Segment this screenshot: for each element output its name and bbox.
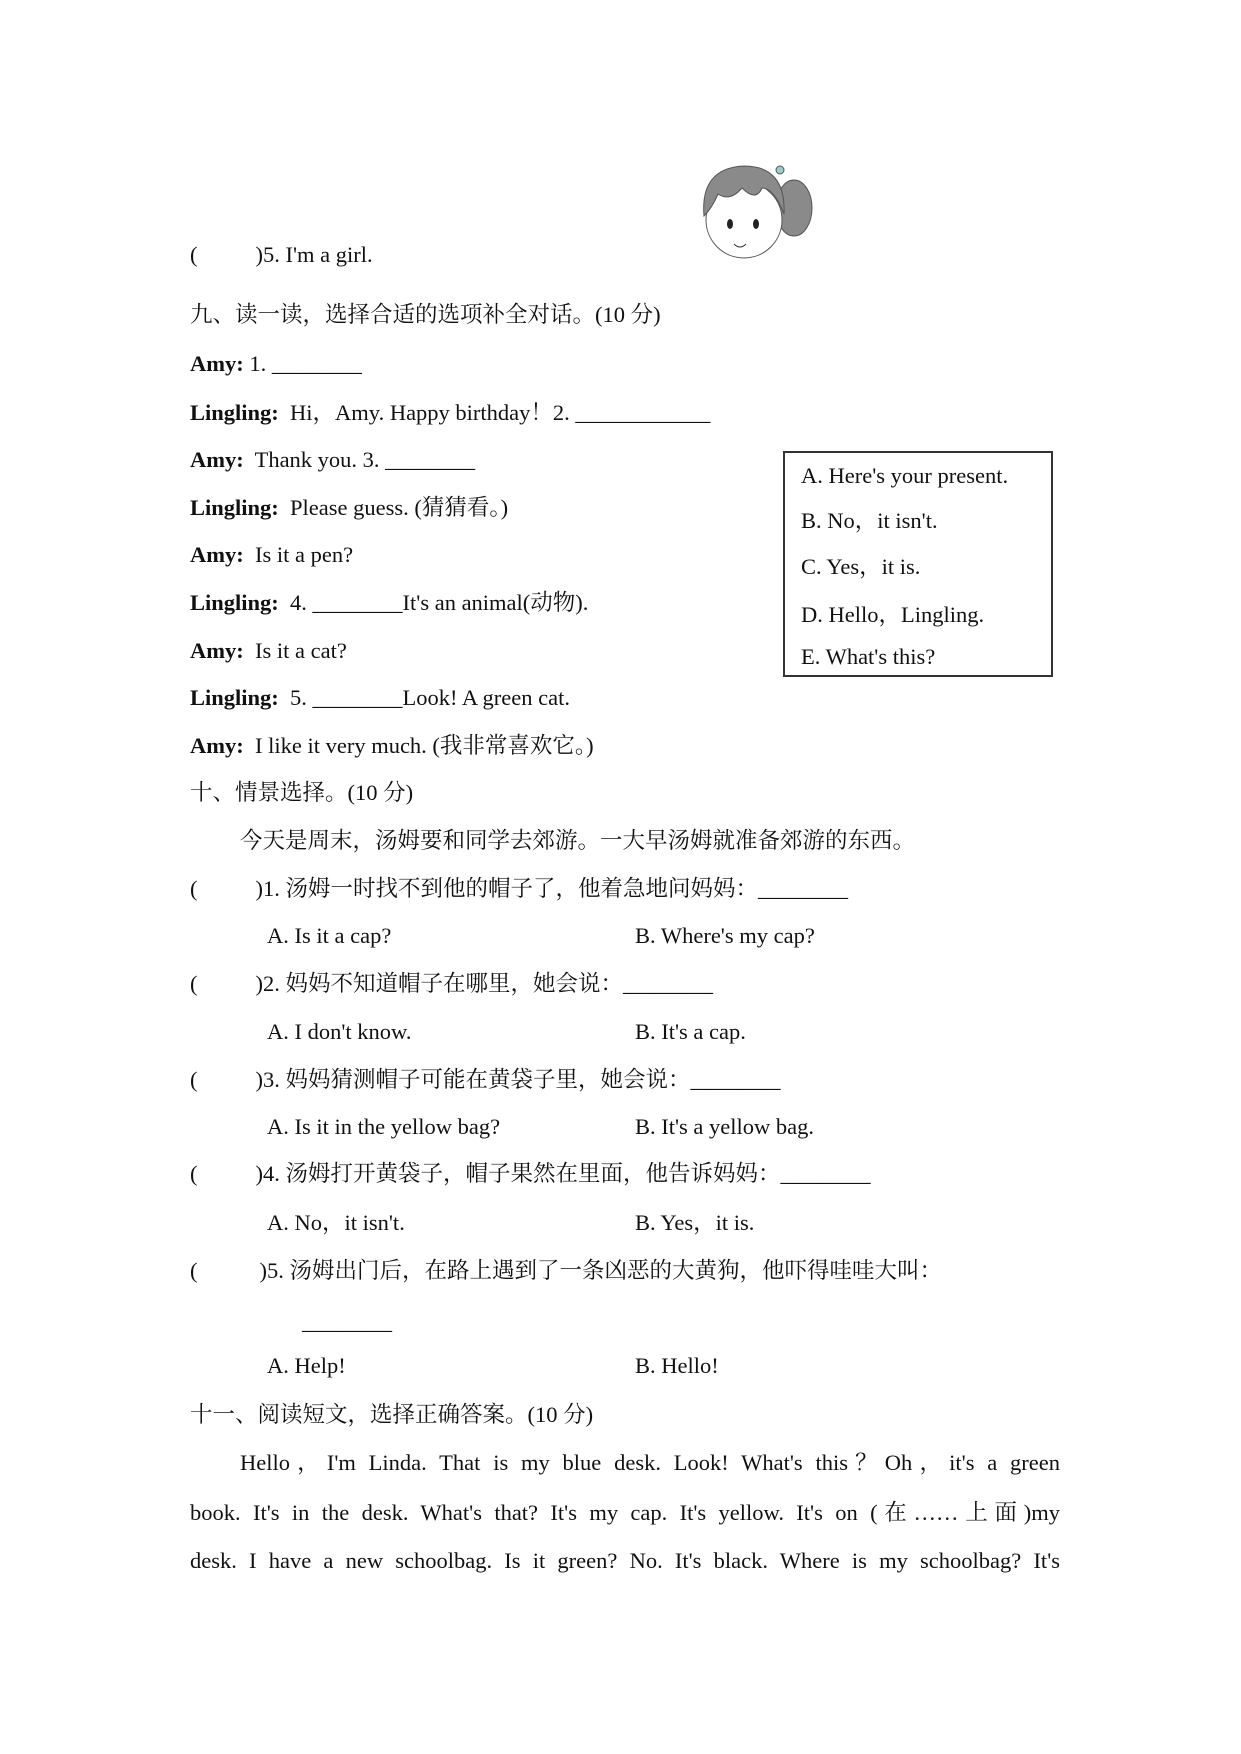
dialogue-line: Amy: Thank you. 3. ________ [190, 447, 476, 472]
section-9-title: 九、读一读，选择合适的选项补全对话。(10 分) [190, 302, 661, 327]
question-item: ( )3. 妈妈猜测帽子可能在黄袋子里，她会说：________ [190, 1067, 781, 1092]
dialogue-line: Amy: Is it a pen? [190, 542, 354, 567]
choice-b: B. Hello! [635, 1353, 719, 1378]
dialogue-line: Lingling: 4. ________It's an animal(动物). [190, 590, 589, 615]
option-c: C. Yes，it is. [801, 554, 921, 579]
choice-a: A. No，it isn't. [267, 1210, 405, 1235]
question-item: ( )1. 汤姆一时找不到他的帽子了，他着急地问妈妈：________ [190, 876, 848, 901]
section-11-title: 十一、阅读短文，选择正确答案。(10 分) [190, 1402, 594, 1427]
question-item [190, 240, 373, 270]
girl-illustration [682, 158, 818, 262]
choice-b: B. It's a cap. [635, 1019, 746, 1044]
choice-b: B. It's a yellow bag. [635, 1114, 815, 1139]
choice-b: B. Yes，it is. [635, 1210, 755, 1235]
choice-a: A. Is it a cap? [267, 923, 392, 948]
section-10-title: 十、情景选择。(10 分) [190, 780, 414, 805]
dialogue-line: Lingling: 5. ________Look! A green cat. [190, 685, 570, 710]
question-item: ( )5. 汤姆出门后，在路上遇到了一条凶恶的大黄狗，他吓得哇哇大叫： [190, 1258, 942, 1283]
option-b: B. No，it isn't. [801, 508, 938, 533]
choice-a: A. I don't know. [267, 1019, 412, 1044]
dialogue-line: Lingling: Hi，Amy. Happy birthday！2. ____________ [190, 400, 711, 425]
question-text: )5. I'm a girl. [255, 242, 373, 267]
option-d: D. Hello，Lingling. [801, 602, 985, 627]
passage-line: book. It's in the desk. What's that? It's my cap. It's yellow. It's on (在……上面)my [190, 1500, 1060, 1525]
option-e: E. What's this? [801, 644, 936, 669]
dialogue-line: Amy: I like it very much. (我非常喜欢它。) [190, 733, 594, 758]
choice-b: B. Where's my cap? [635, 923, 815, 948]
option-a: A. Here's your present. [801, 463, 1009, 488]
dialogue-line: Amy: 1. ________ [190, 351, 362, 376]
question-item: ( )2. 妈妈不知道帽子在哪里，她会说：________ [190, 971, 713, 996]
answer-paren: ( [190, 242, 198, 267]
dialogue-line: Lingling: Please guess. (猜猜看。) [190, 495, 509, 520]
question-item: ( )4. 汤姆打开黄袋子，帽子果然在里面，他告诉妈妈：________ [190, 1161, 871, 1186]
passage-line: Hello，I'm Linda. That is my blue desk. Look! What's this？Oh，it's a green [240, 1450, 1060, 1475]
choice-a: A. Help! [267, 1353, 346, 1378]
answer-blank: ________ [302, 1309, 392, 1334]
section-10-intro: 今天是周末，汤姆要和同学去郊游。一大早汤姆就准备郊游的东西。 [240, 828, 916, 853]
dialogue-line: Amy: Is it a cat? [190, 638, 347, 663]
passage-line: desk. I have a new schoolbag. Is it green? No. It's black. Where is my schoolbag? It's [190, 1548, 1060, 1573]
choice-a: A. Is it in the yellow bag? [267, 1114, 501, 1139]
options-box [783, 451, 1053, 677]
